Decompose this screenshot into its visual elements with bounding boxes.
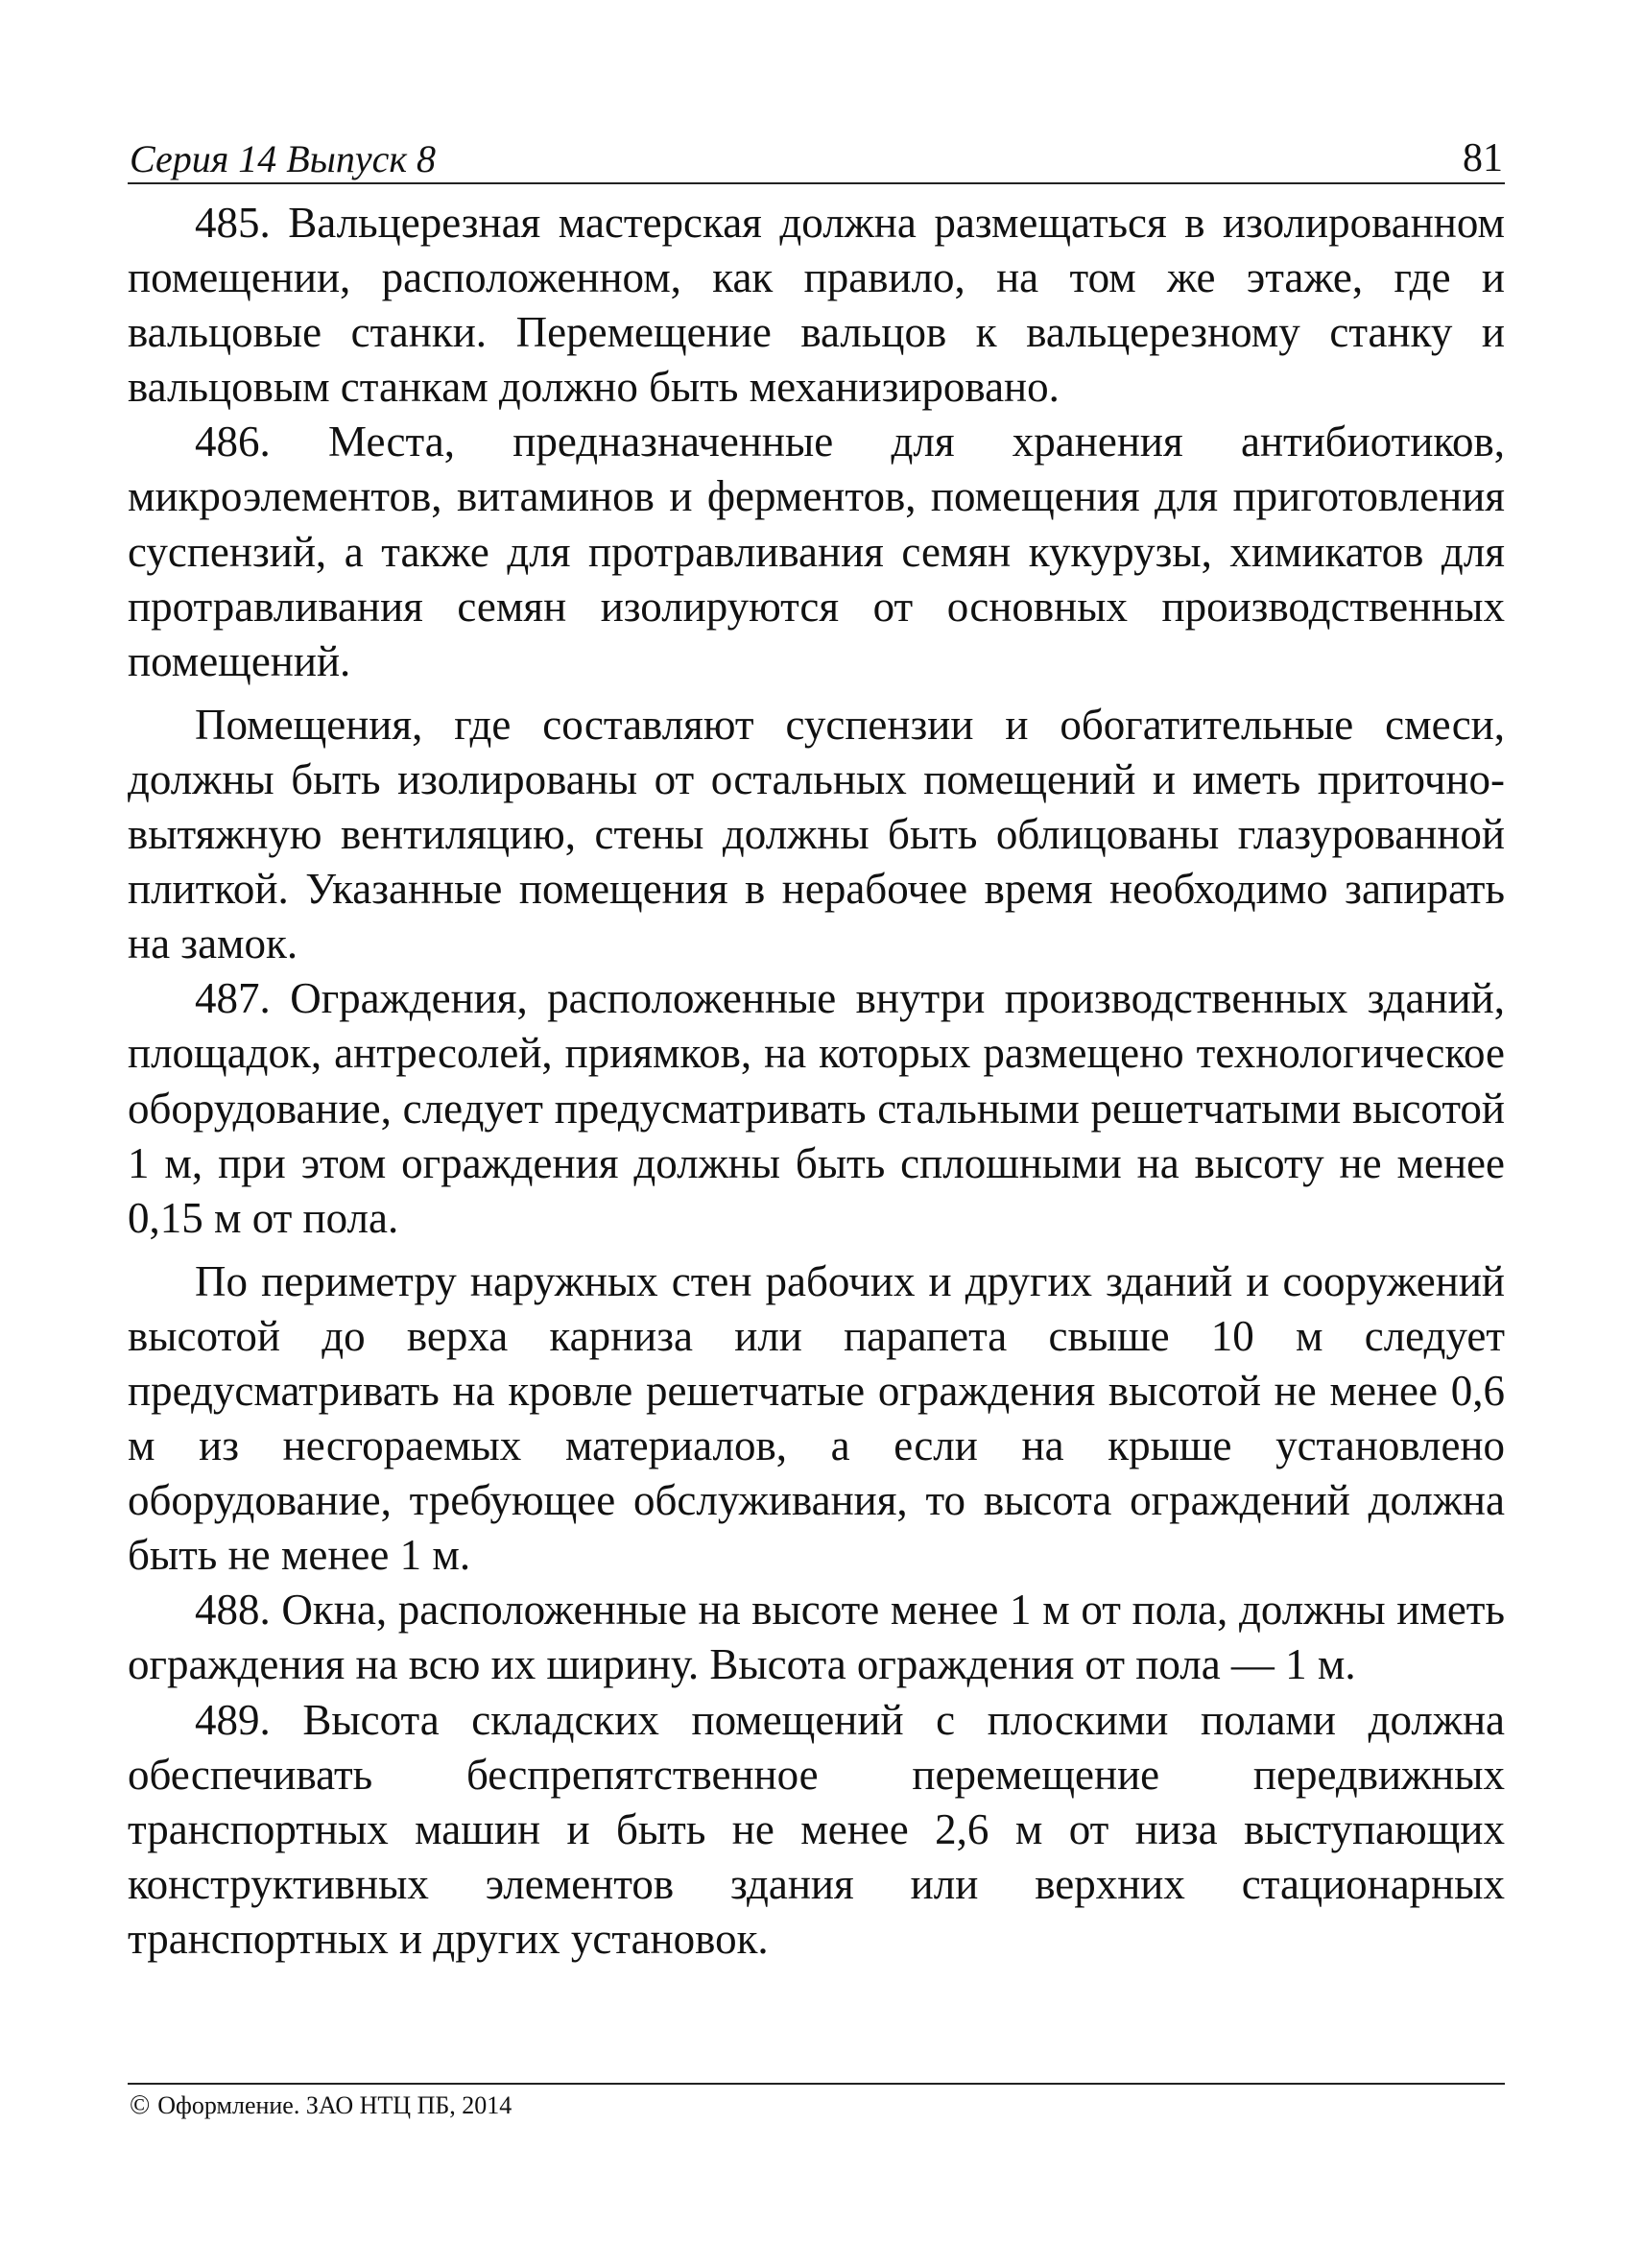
footer-copyright [130, 2092, 512, 2119]
clause-487: 487. Ограждения, расположенные внутри производственных зданий, площадок, антресолей, приямков, на которых размещено технологическое оборудование, следует предусматривать стальными решетчатыми высотой 1 м, при этом ограждения должны быть сплошными на высоту не менее 0,15 м от пола. [128, 974, 1505, 1242]
clause-486: 486. Места, предназначенные для хранения антибиотиков, микроэлементов, витаминов и ферментов, помещения для приготовления суспензий, а также для протравливания семян кукурузы, химикатов для протравливания семян изолируются от основных производственных помещений. [128, 418, 1505, 685]
document-page [128, 115, 1505, 2169]
copyright-icon: © [130, 2090, 151, 2120]
page-number: 81 [1463, 136, 1503, 180]
copyright-text: Оформление. ЗАО НТЦ ПБ, 2014 [157, 2091, 512, 2119]
running-header [128, 115, 1505, 184]
footer-rule [128, 2083, 1505, 2085]
clause-487-continuation: По периметру наружных стен рабочих и других зданий и сооружений высотой до верха карниза или парапета свыше 10 м следует предусматривать на кровле решетчатые ограждения высотой не менее 0,6 м из несгораемых материалов, а если на крыше установлено оборудование, требующее обслуживания, то высота ограждений должна быть не менее 1 м. [128, 1256, 1505, 1580]
clause-486-continuation: Помещения, где составляют суспензии и обогатительные смеси, должны быть изолированы от остальных помещений и иметь приточно-вытяжную вентиляцию, стены должны быть облицованы глазурованной плиткой. Указанные помещения в нерабочее время необходимо запирать на замок. [128, 700, 1505, 968]
clause-488: 488. Окна, расположенные на высоте менее 1 м от пола, должны иметь ограждения на всю их ширину. Высота ограждения от пола — 1 м. [128, 1586, 1505, 1689]
clause-485: 485. Вальцерезная мастерская должна размещаться в изолированном помещении, расположенном, как правило, на том же этаже, где и вальцовые станки. Перемещение вальцов к вальцерезному станку и вальцовым станкам должно быть механизировано. [128, 199, 1505, 412]
clause-489: 489. Высота складских помещений с плоскими полами должна обеспечивать беспрепятственное перемещение передвижных транспортных машин и быть не менее 2,6 м от низа выступающих конструктивных элементов здания или верхних стационарных транспортных и других установок. [128, 1695, 1505, 1963]
series-title: Серия 14 Выпуск 8 [130, 137, 437, 180]
body-text [128, 196, 1505, 1967]
